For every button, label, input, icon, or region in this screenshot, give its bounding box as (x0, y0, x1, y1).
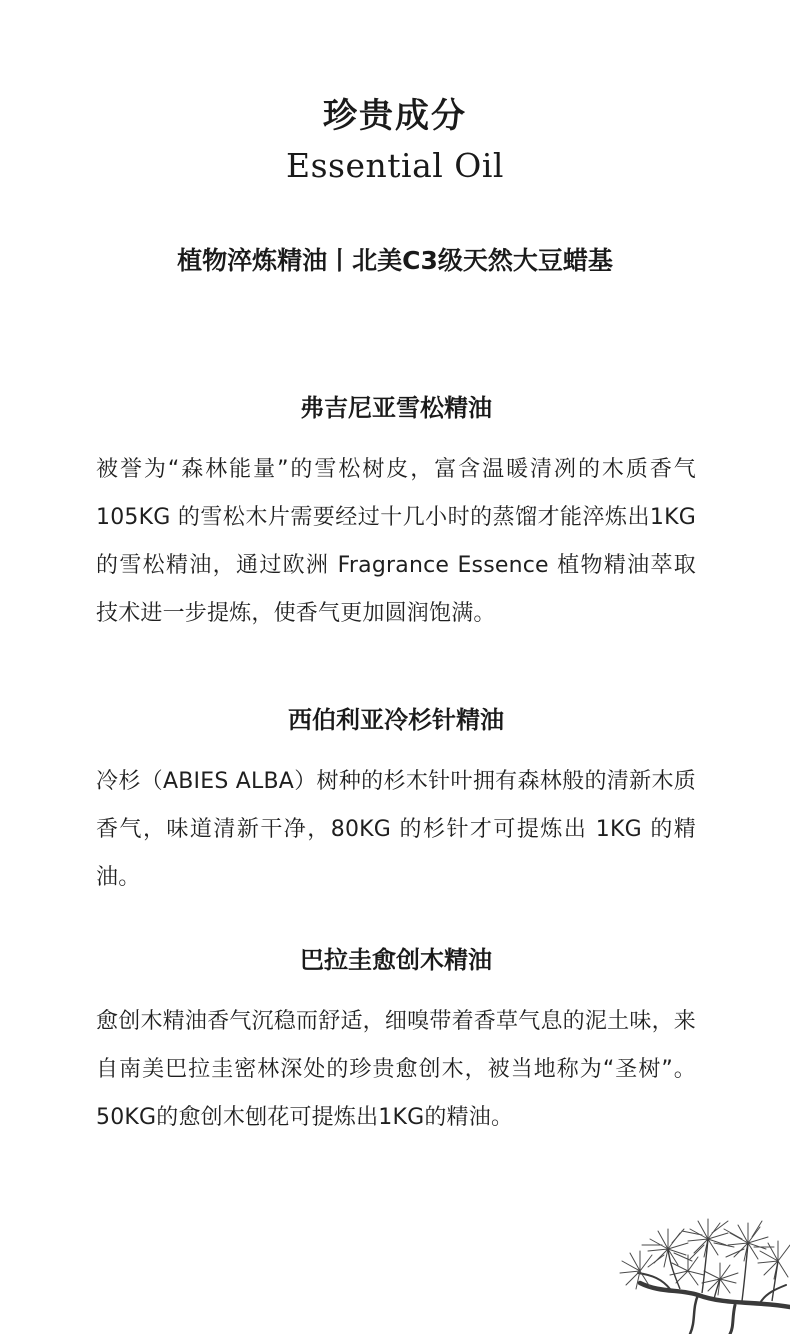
page-subtitle: Essential Oil (286, 146, 504, 185)
page-header (0, 92, 790, 188)
page-title: 珍贵成分 (323, 96, 467, 136)
section-title: 西伯利亚冷杉针精油 (288, 706, 504, 734)
section-title: 弗吉尼亚雪松精油 (300, 394, 492, 422)
pine-branch-illustration-icon (520, 1209, 790, 1334)
section-body: 冷杉（ABIES ALBA）树种的杉木针叶拥有森林般的清新木质香气，味道清新干净，80KG 的杉针才可提炼出 1KG 的精油。 (96, 769, 696, 890)
ingredient-section-fir (96, 702, 696, 902)
tagline: 植物淬炼精油丨北美C3级天然大豆蜡基 (177, 246, 613, 275)
ingredient-section-guaiac (96, 942, 696, 1142)
ingredient-section-cedar (96, 390, 696, 638)
section-title: 巴拉圭愈创木精油 (300, 946, 492, 974)
section-body: 被誉为“森林能量”的雪松树皮，富含温暖清冽的木质香气105KG 的雪松木片需要经过十几小时的蒸馏才能淬炼出1KG 的雪松精油，通过欧洲 Fragrance Essence 植物精油萃取技术进一步提炼，使香气更加圆润饱满。 (96, 457, 696, 626)
section-body: 愈创木精油香气沉稳而舒适，细嗅带着香草气息的泥土味，来自南美巴拉圭密林深处的珍贵愈创木，被当地称为“圣树”。50KG的愈创木刨花可提炼出1KG的精油。 (96, 1009, 696, 1130)
